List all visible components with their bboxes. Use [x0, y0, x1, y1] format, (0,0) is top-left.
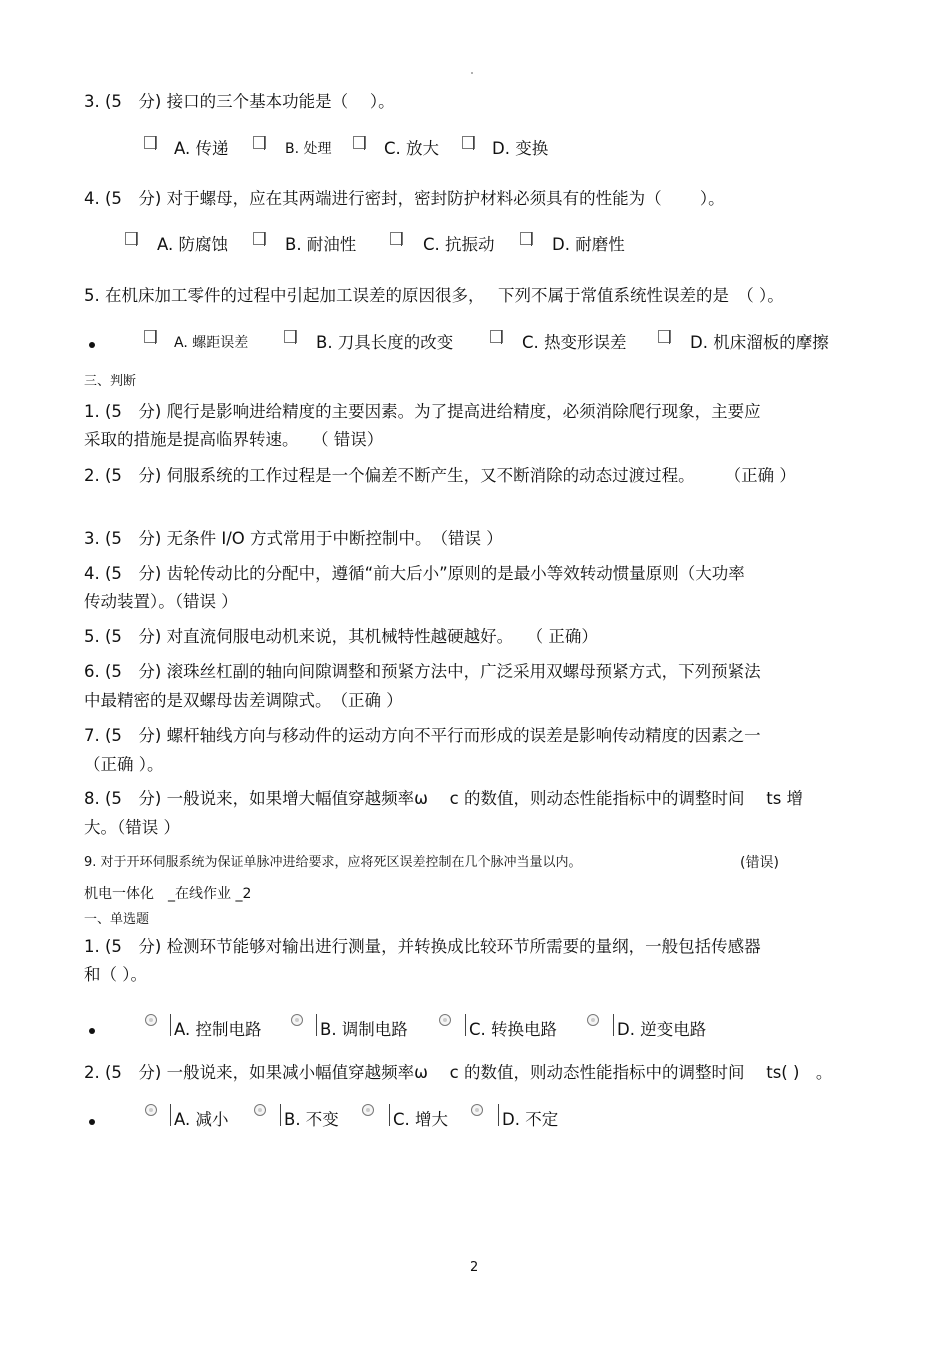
- page-number: 2: [470, 1260, 479, 1275]
- s1-radio-d[interactable]: [587, 1014, 599, 1026]
- s1-radio-c[interactable]: [439, 1014, 451, 1026]
- scan-dot: [471, 72, 473, 74]
- s1-divider: [170, 1014, 171, 1036]
- q5-checkbox-a[interactable]: [144, 330, 157, 343]
- s2-option-b: B. 不变: [284, 1110, 339, 1129]
- judge-line: 传动装置）。（错误 ）: [84, 592, 238, 611]
- judge-9-answer: (错误): [740, 855, 779, 871]
- q4-checkbox-b[interactable]: [253, 232, 266, 245]
- s1-text-line1: 1. (5 分) 检测环节能够对输出进行测量，并转换成比较环节所需要的量纲，一般包括传感器: [84, 937, 761, 956]
- s2-text: 2. (5 分) 一般说来，如果减小幅值穿越频率ω c 的数值，则动态性能指标中的调整时间 ts( ) 。: [84, 1063, 833, 1082]
- s2-divider: [170, 1104, 171, 1126]
- judge-line: 7. (5 分) 螺杆轴线方向与移动件的运动方向不平行而形成的误差是影响传动精度的因素之一: [84, 726, 761, 745]
- q3-checkbox-a[interactable]: [144, 136, 157, 149]
- s2-bullet: [89, 1119, 95, 1125]
- s2-divider: [389, 1104, 390, 1126]
- judge-line: 采取的措施是提高临界转速。 （ 错误）: [84, 430, 384, 449]
- q5-checkbox-b[interactable]: [284, 330, 297, 343]
- q5-option-c: C. 热变形误差: [522, 333, 627, 352]
- s1-option-c: C. 转换电路: [469, 1020, 558, 1039]
- section-single-heading: 一、单选题: [84, 912, 150, 927]
- s1-divider: [465, 1014, 466, 1036]
- assignment-heading: 机电一体化 _在线作业 _2: [84, 886, 252, 902]
- s1-text-line2: 和（ ）。: [84, 965, 147, 984]
- q4-text: 4. (5 分) 对于螺母，应在其两端进行密封，密封防护材料必须具有的性能为（ ）。: [84, 189, 725, 208]
- judge-line: 4. (5 分) 齿轮传动比的分配中，遵循“前大后小”原则的是最小等效转动惯量原则（大功率: [84, 564, 745, 583]
- s2-radio-a[interactable]: [145, 1104, 157, 1116]
- q3-option-d: D. 变换: [492, 139, 549, 158]
- s1-option-d: D. 逆变电路: [617, 1020, 707, 1039]
- q4-option-c: C. 抗振动: [423, 235, 495, 254]
- q4-option-b: B. 耐油性: [285, 235, 357, 254]
- q3-option-c: C. 放大: [384, 139, 440, 158]
- judge-line: 6. (5 分) 滚珠丝杠副的轴向间隙调整和预紧方法中，广泛采用双螺母预紧方式，下列预紧法: [84, 662, 761, 681]
- judge-line: 3. (5 分) 无条件 I/O 方式常用于中断控制中。 （错误 ）: [84, 529, 503, 548]
- q5-option-a: A. 螺距误差: [174, 335, 249, 351]
- q3-option-b: B. 处理: [285, 141, 332, 157]
- q3-option-a: A. 传递: [174, 139, 229, 158]
- s2-divider: [498, 1104, 499, 1126]
- q3-text: 3. (5 分) 接口的三个基本功能是（ ）。: [84, 92, 395, 111]
- q4-option-a: A. 防腐蚀: [157, 235, 228, 254]
- s1-option-b: B. 调制电路: [320, 1020, 408, 1039]
- judge-line: 中最精密的是双螺母齿差调隙式。 （正确 ）: [84, 691, 403, 710]
- q3-checkbox-b[interactable]: [253, 136, 266, 149]
- q5-bullet: [89, 342, 95, 348]
- judge-9-text: 9. 对于开环伺服系统为保证单脉冲进给要求，应将死区误差控制在几个脉冲当量以内。: [84, 855, 582, 870]
- s2-option-d: D. 不定: [502, 1110, 559, 1129]
- s2-option-a: A. 减小: [174, 1110, 229, 1129]
- s2-radio-c[interactable]: [362, 1104, 374, 1116]
- s1-divider: [613, 1014, 614, 1036]
- s2-radio-d[interactable]: [471, 1104, 483, 1116]
- judge-line: 大。（错误 ）: [84, 818, 180, 837]
- q5-checkbox-d[interactable]: [658, 330, 671, 343]
- q4-checkbox-d[interactable]: [520, 232, 533, 245]
- s2-radio-b[interactable]: [254, 1104, 266, 1116]
- q3-checkbox-c[interactable]: [353, 136, 366, 149]
- s1-option-a: A. 控制电路: [174, 1020, 262, 1039]
- judge-line: 2. (5 分) 伺服系统的工作过程是一个偏差不断产生，又不断消除的动态过渡过程。 （正确 ）: [84, 466, 796, 485]
- q5-text: 5. 在机床加工零件的过程中引起加工误差的原因很多， 下列不属于常值系统性误差的是 （ ）。: [84, 286, 784, 305]
- judge-line: （正确 ）。: [84, 755, 164, 774]
- judge-line: 5. (5 分) 对直流伺服电动机来说，其机械特性越硬越好。 （ 正确）: [84, 627, 598, 646]
- q5-option-b: B. 刀具长度的改变: [316, 333, 454, 352]
- q4-checkbox-c[interactable]: [390, 232, 403, 245]
- s1-divider: [316, 1014, 317, 1036]
- q4-checkbox-a[interactable]: [125, 232, 138, 245]
- q3-checkbox-d[interactable]: [462, 136, 475, 149]
- s2-divider: [280, 1104, 281, 1126]
- judge-line: 1. (5 分) 爬行是影响进给精度的主要因素。为了提高进给精度，必须消除爬行现象，主要应: [84, 402, 761, 421]
- s1-bullet: [89, 1028, 95, 1034]
- s1-radio-a[interactable]: [145, 1014, 157, 1026]
- judge-line: 8. (5 分) 一般说来，如果增大幅值穿越频率ω c 的数值，则动态性能指标中的调整时间 ts 增: [84, 789, 804, 808]
- section-judge-heading: 三、判断: [84, 374, 137, 389]
- s1-radio-b[interactable]: [291, 1014, 303, 1026]
- s2-option-c: C. 增大: [393, 1110, 449, 1129]
- q4-option-d: D. 耐磨性: [552, 235, 625, 254]
- q5-option-d: D. 机床溜板的摩擦: [690, 333, 829, 352]
- q5-checkbox-c[interactable]: [490, 330, 503, 343]
